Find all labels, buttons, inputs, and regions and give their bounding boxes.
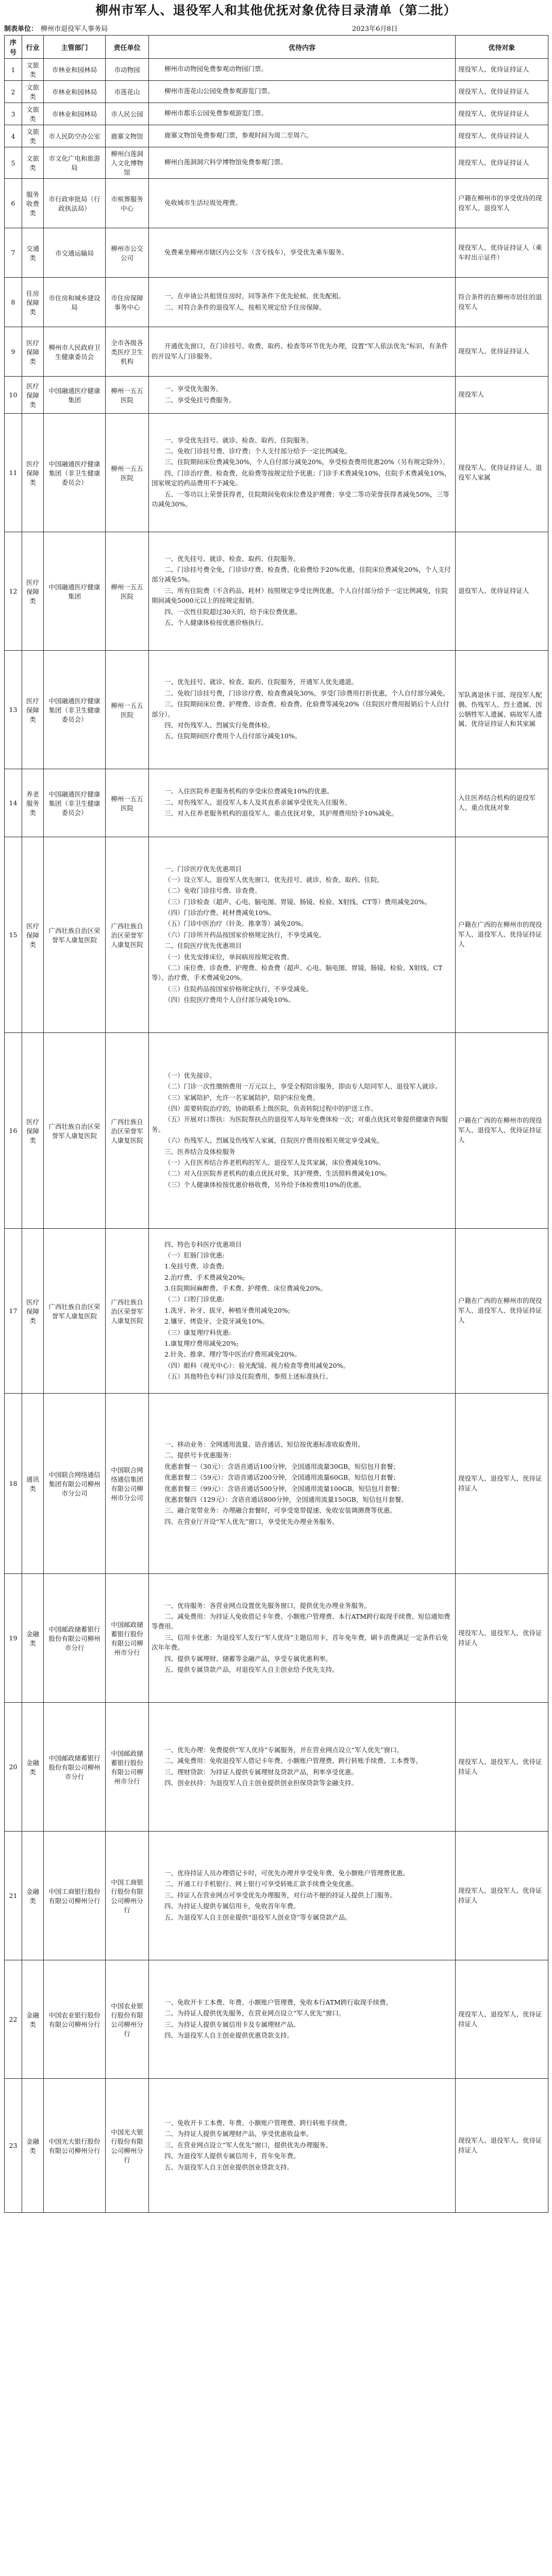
content-line: 3.住院期间麻醉费、手术费、护理费、床位费减免20%。 — [164, 1284, 327, 1293]
content-line: 2.针灸、推拿、理疗等中医治疗费用减免20%。 — [164, 1350, 301, 1359]
content-line: 四、对伤残军人、烈属实行免费体检。 — [164, 721, 274, 729]
row-dept: 广西壮族自治区荣誉军人康复医院 — [44, 1033, 106, 1229]
table-row — [5, 769, 548, 837]
row-dept: 市交通运输局 — [44, 228, 106, 278]
content-line: （一）优先接诊。 — [164, 1071, 216, 1079]
row-id: 12 — [5, 532, 22, 651]
content-line: 二、为持证人提供优先服务，在营业网点设立“军人优先”窗口。 — [164, 2009, 345, 2018]
row-content — [149, 1832, 456, 1960]
row-industry: 文旅类 — [22, 147, 44, 179]
content-line: （四）需要转院治疗的，协助联系上级医院，负责转院过程中的护送工作。 — [164, 1105, 377, 1113]
row-dept: 中国联合网络通信集团有限公司柳州市分公司 — [44, 1394, 106, 1574]
content-line: 二、对伤残军人、退役军人本人及其直系亲属享受优先入住服务。 — [164, 798, 352, 806]
content-line: 柳州白莲洞洞穴科学博物馆免费参观门票。 — [164, 158, 287, 166]
row-industry: 服务收费类 — [22, 179, 44, 228]
row-industry: 文旅类 — [22, 59, 44, 81]
content-line: 三、所有住院费（不含药品、耗材）按照规定享受比例优惠，个人自付部分给予一定比例减免，住院期间减免5000元以上的按规定报销。 — [152, 586, 448, 605]
content-line: 二、住院医疗优先优惠项目 — [164, 942, 242, 950]
row-id: 2 — [5, 81, 22, 103]
content-line: 二、门诊挂号费全免，门诊诊疗费、检查费、化验费给予20%优惠，住院床位费减免20%，个人支付部分减免5%。 — [152, 566, 451, 584]
content-line: 一、免收开卡工本费、年费、小额账户管理费，免收本行ATM跨行取现手续费。 — [164, 1998, 392, 2006]
row-content — [149, 1394, 456, 1574]
row-content — [149, 532, 456, 651]
row-id: 18 — [5, 1394, 22, 1574]
row-unit: 中国邮政储蓄银行股份有限公司柳州市分行 — [106, 1703, 149, 1832]
row-content — [149, 228, 456, 278]
row-unit: 广西壮族自治区荣誉军人康复医院 — [106, 837, 149, 1033]
content-line: （六）门诊所开药品按国家价格规定执行，不享受减免。 — [164, 930, 326, 939]
content-line: 一、免收开卡工本费、年费、小额账户管理费、跨行转账手续费。 — [164, 2119, 352, 2127]
row-id: 3 — [5, 103, 22, 125]
meta-row — [4, 21, 548, 35]
content-line: 二、减免费用：为持证人免收借记卡年费、小额账户管理费、本行ATM跨行取现手续费、短信通知费等费用。 — [152, 1613, 450, 1631]
row-dept: 市林业和园林局 — [44, 59, 106, 81]
row-object: 户籍在柳州市的享受优待的现役军人、退役军人 — [456, 179, 548, 228]
row-dept: 广西壮族自治区荣誉军人康复医院 — [44, 1229, 106, 1394]
row-id: 20 — [5, 1703, 22, 1832]
content-line: 优惠套餐二（59元）：含语音通话200分钟，全国通用流量60GB，短信包月套餐； — [164, 1473, 400, 1482]
row-content — [149, 1703, 456, 1832]
table-row — [5, 103, 548, 125]
content-line: 优惠套餐四（129元）：含语音通话800分钟，全国通用流量150GB，短信包月套餐。 — [164, 1495, 408, 1503]
content-line: 柳州市都乐公园免费参观游览门票。 — [164, 109, 268, 117]
row-content — [149, 414, 456, 532]
row-object: 现役军人、优待证持证人（乘车时出示证件） — [456, 228, 548, 278]
row-object: 户籍在广西的在柳州市的现役军人、退役军人、优待证持证人 — [456, 837, 548, 1033]
row-object: 退役军人、优待证持证人 — [456, 532, 548, 651]
row-id: 1 — [5, 59, 22, 81]
row-id: 22 — [5, 1960, 22, 2079]
content-line: 免收城市生活垃圾处理费。 — [164, 198, 242, 207]
content-line: 1.免挂号费、诊查费; — [164, 1262, 225, 1270]
content-line: 四、为退役军人自主创业提供优惠贷款支持。 — [164, 2031, 294, 2039]
content-line: 三、理财贷款：为持证人提供专属理财及贷款产品，利率享受优惠。 — [164, 1768, 358, 1776]
row-object: 现役军人、优待证持证人 — [456, 125, 548, 147]
row-unit: 中国工商银行股份有限公司柳州分行 — [106, 1832, 149, 1960]
table-row — [5, 377, 548, 414]
row-dept: 中国融通医疗健康集团 — [44, 532, 106, 651]
row-id: 8 — [5, 278, 22, 327]
row-industry: 住房保障类 — [22, 278, 44, 327]
content-line: 二、免收门诊挂号费，门诊诊疗费、检查费减免30%，享受门诊费用打折优惠，个人自付部分减免。 — [164, 689, 449, 697]
row-industry: 交通类 — [22, 228, 44, 278]
content-line: 二、享受免挂号费服务。 — [164, 396, 236, 404]
table-row — [5, 1229, 548, 1394]
row-id: 21 — [5, 1832, 22, 1960]
table-row — [5, 1960, 548, 2079]
content-line: 一、在申请公共租赁住房时，同等条件下优先轮候、优先配租。 — [164, 292, 345, 300]
content-line: （一）肛肠门诊优惠: — [164, 1251, 225, 1259]
table-row — [5, 651, 548, 769]
row-content — [149, 278, 456, 327]
content-line: 四、创业扶持：为退役军人自主创业提供创业担保贷款等金融支持。 — [164, 1778, 358, 1787]
row-id: 6 — [5, 179, 22, 228]
row-object: 现役军人、退役军人、优待证持证人 — [456, 2079, 548, 2213]
row-id: 15 — [5, 837, 22, 1033]
benefits-table — [4, 35, 548, 2213]
table-row — [5, 532, 548, 651]
row-id: 9 — [5, 327, 22, 377]
content-line: 柳州市动物园免费参观动物园门票。 — [164, 65, 268, 73]
header-cell: 优待对象 — [456, 36, 548, 59]
row-dept: 市林业和园林局 — [44, 81, 106, 103]
content-line: （五）其他特色专科门诊及住院费用，参照上述标准执行。 — [164, 1372, 332, 1381]
content-line: 五、为退役军人自主创业提供创业贷款支持。 — [164, 2163, 294, 2171]
row-industry: 通讯类 — [22, 1394, 44, 1574]
row-industry: 医疗保障类 — [22, 532, 44, 651]
content-line: （一）设立军人、退役军人优先窗口，优先挂号、就诊、检查、取药、住院。 — [164, 875, 384, 884]
row-industry: 金融类 — [22, 1960, 44, 2079]
row-id: 7 — [5, 228, 22, 278]
row-content — [149, 769, 456, 837]
row-object: 符合条件的在柳州市居住的退役军人 — [456, 278, 548, 327]
row-unit: 市人民公园 — [106, 103, 149, 125]
row-id: 16 — [5, 1033, 22, 1229]
row-industry: 文旅类 — [22, 81, 44, 103]
header-cell: 序号 — [5, 36, 22, 59]
row-dept: 中国融通医疗健康集团（非卫生健康委员会） — [44, 769, 106, 837]
content-line: 二、减免费用：免收退役军人借记卡年费、小额账户管理费、跨行转账手续费、工本费等。 — [164, 1757, 423, 1765]
row-content — [149, 377, 456, 414]
row-id: 17 — [5, 1229, 22, 1394]
row-content — [149, 651, 456, 769]
content-line: 优惠套餐三（99元）：含语音通话500分钟，全国通用流量100GB，短信包月套餐； — [164, 1484, 404, 1493]
content-line: 三、对入住养老服务机构的退役军人、重点优抚对象，其护理费用给予10%减免。 — [164, 809, 398, 818]
org-label: 制表单位： — [4, 25, 38, 33]
row-unit: 广西壮族自治区荣誉军人康复医院 — [106, 1033, 149, 1229]
content-line: 三、持证人在营业网点可享受优先办理服务，对行动不便的持证人提供上门服务。 — [164, 1891, 397, 1899]
content-line: 四、一次性住院超过30天的，给予床位费优惠。 — [164, 607, 302, 616]
table-row — [5, 1033, 548, 1229]
row-content — [149, 103, 456, 125]
table-row — [5, 59, 548, 81]
content-line: 三、医养结合及体检服务 — [164, 1147, 236, 1156]
content-line: （四）眼科（视光中心）：验光配镜、视力检查等费用减免20%。 — [164, 1361, 350, 1369]
content-line: 三、住院期间床位费减免30%，个人自付部分减免20%，享受检查费用优惠20%（另有规定除外）。 — [164, 458, 449, 466]
row-unit: 全市各级各类医疗卫生机构 — [106, 327, 149, 377]
content-line: （四）门诊治疗费、耗材费减免10%。 — [164, 909, 276, 917]
header-cell: 行业 — [22, 36, 44, 59]
content-line: 一、优先办理：免费提供“军人优待”专属服务，并在营业网点设立“军人优先”窗口。 — [164, 1745, 404, 1754]
table-row — [5, 1394, 548, 1574]
content-line: （一）优先安排床位，单间病房按规定收费。 — [164, 953, 294, 961]
table-row — [5, 81, 548, 103]
row-unit: 中国邮政储蓄银行股份有限公司柳州市分行 — [106, 1574, 149, 1703]
row-industry: 医疗保障类 — [22, 837, 44, 1033]
row-id: 5 — [5, 147, 22, 179]
row-id: 23 — [5, 2079, 22, 2213]
content-line: 一、享受优先服务。 — [164, 385, 223, 393]
content-line: 一、移动业务：全网通用流量、语音通话、短信按优惠标准收取费用。 — [164, 1440, 364, 1448]
content-line: 四、提供专属理财、储蓄等金融产品，享受专属优惠利率。 — [164, 1654, 332, 1663]
row-industry: 金融类 — [22, 1574, 44, 1703]
content-line: （四）住院医疗费用个人自付部分减免10%。 — [164, 996, 295, 1004]
content-line: 三、信用卡优惠：为退役军人发行“军人优待”主题信用卡，首年免年费，刷卡消费满足一定条件后免次年年费。 — [152, 1633, 448, 1652]
content-line: 五、为退役军人自主创业提供“退役军人创业贷”等专属贷款产品。 — [164, 1913, 352, 1921]
table-row — [5, 1832, 548, 1960]
content-line: （二）对入住医院养老机构的重点优抚对象，其护理费、生活照料费减免10%。 — [164, 1170, 392, 1178]
table-row — [5, 278, 548, 327]
row-id: 10 — [5, 377, 22, 414]
content-line: 一、享受优先挂号、就诊、检查、取药、住院服务。 — [164, 436, 313, 444]
content-line: 柳州市莲花山公园免费参观游览门票。 — [164, 87, 274, 95]
content-line: （五）开展对口帮扶：为医院帮扶点的退役军人每年免费体检一次；对重点优抚对象提供健康咨询服务。 — [152, 1115, 448, 1133]
table-row — [5, 228, 548, 278]
content-line: 优惠套餐一（30元）：含语音通话100分钟，全国通用流量30GB，短信包月套餐； — [164, 1462, 400, 1470]
content-line: （三）门诊检查（超声、心电、脑电图、胃镜、肠镜、检验、X射线、CT等）费用减免20%。 — [164, 897, 431, 906]
row-object: 军队离退休干部、现役军人配偶、伤残军人、烈士遗属、因公牺牲军人遗属、病故军人遗属、优待证持证人和其家属 — [456, 651, 548, 769]
content-line: （二）门诊一次性缴纳费用一万元以上，享受全程陪诊服务，即由专人陪同军人、退役军人就诊。 — [164, 1082, 442, 1091]
row-object: 入住医养结合机构的退役军人、重点优抚对象 — [456, 769, 548, 837]
table-row — [5, 327, 548, 377]
row-content — [149, 327, 456, 377]
row-dept: 市人民防空办公室 — [44, 125, 106, 147]
row-industry: 文旅类 — [22, 125, 44, 147]
row-content — [149, 125, 456, 147]
row-content — [149, 179, 456, 228]
table-header-row — [5, 36, 548, 59]
row-content — [149, 1033, 456, 1229]
content-line: 三、为持证人提供专属信用卡及专属理财产品。 — [164, 2020, 300, 2028]
page-title: 柳州市军人、退役军人和其他优抚对象优待目录清单（第二批） — [95, 3, 457, 18]
row-id: 11 — [5, 414, 22, 532]
row-dept: 中国融通医疗健康集团（非卫生健康委员会） — [44, 414, 106, 532]
row-content — [149, 1960, 456, 2079]
content-line: 五、住院期间医疗费用个人自付部分减免10%。 — [164, 732, 302, 740]
row-object: 现役军人、退役军人、优待证持证人 — [456, 1832, 548, 1960]
table-row — [5, 414, 548, 532]
row-unit: 柳州一五五医院 — [106, 377, 149, 414]
row-dept: 广西壮族自治区荣誉军人康复医院 — [44, 837, 106, 1033]
row-object: 现役军人、优待证持证人 — [456, 81, 548, 103]
row-unit: 柳州一五五医院 — [106, 414, 149, 532]
row-unit: 柳州一五五医院 — [106, 532, 149, 651]
row-object: 现役军人、优待证持证人 — [456, 103, 548, 125]
row-unit: 柳州一五五医院 — [106, 651, 149, 769]
header-cell: 责任单位 — [106, 36, 149, 59]
content-line: （五）门诊中医治疗（针灸、推拿等）减免20%。 — [164, 920, 308, 928]
row-id: 19 — [5, 1574, 22, 1703]
content-line: （三）个人健康体检按优惠价格收费，另外给予体检费用10%的优惠。 — [164, 1180, 366, 1189]
row-dept: 市林业和园林局 — [44, 103, 106, 125]
row-unit: 市殡葬服务中心 — [106, 179, 149, 228]
content-line: 1.康复理疗费用减免20%; — [164, 1339, 239, 1347]
row-dept: 柳州市人民政府卫生健康委员会 — [44, 327, 106, 377]
content-line: 三、融合宽带业务：办理融合套餐时，可享受宽带提速、免收安装调测费等优惠。 — [164, 1506, 397, 1515]
row-unit: 柳州一五五医院 — [106, 769, 149, 837]
row-dept: 市住房和城乡建设局 — [44, 278, 106, 327]
row-dept: 中国农业银行股份有限公司柳州分行 — [44, 1960, 106, 2079]
row-industry: 医疗保障类 — [22, 1229, 44, 1394]
content-line: 五、提供专属贷款产品，对退役军人自主创业给予优先支持。 — [164, 1665, 339, 1673]
content-line: 四、为持证人提供专属信用卡，免收首年年费。 — [164, 1902, 300, 1910]
content-line: 二、提供号卡优惠服务： — [164, 1451, 236, 1460]
content-line: 一、优先挂号、就诊、检查、取药、住院服务。 — [164, 554, 300, 563]
header-cell: 主管部门 — [44, 36, 106, 59]
content-line: 三、住院期间床位费、护理费、诊查费、检查费、化验费等减免20%（住院医疗费用报销后个人自付部分）。 — [152, 700, 449, 718]
content-line: 一、门诊医疗优先优惠项目 — [164, 865, 242, 873]
table-row — [5, 837, 548, 1033]
row-dept: 中国光大银行股份有限公司柳州分行 — [44, 2079, 106, 2213]
header-cell: 优待内容 — [149, 36, 456, 59]
content-line: 二、为持证人提供专属理财产品，享受优惠收益率。 — [164, 2130, 313, 2138]
row-unit: 市住房保障事务中心 — [106, 278, 149, 327]
content-line: 一、优先挂号、就诊、检查、取药、住院服务，开通军人优先通道。 — [164, 678, 358, 686]
content-line: 鹿寨文物馆免费参观门票，参观时间为周二至周六。 — [164, 131, 313, 140]
row-dept: 中国邮政储蓄银行股份有限公司柳州市分行 — [44, 1703, 106, 1832]
row-dept: 中国邮政储蓄银行股份有限公司柳州市分行 — [44, 1574, 106, 1703]
row-object: 现役军人 — [456, 377, 548, 414]
row-dept: 中国融通医疗健康集团 — [44, 377, 106, 414]
row-industry: 金融类 — [22, 1832, 44, 1960]
content-line: （六）伤残军人、烈属及伤残军人家属，住院医疗费用按相关规定享受减免。 — [164, 1137, 384, 1145]
row-unit: 市莲花山 — [106, 81, 149, 103]
row-industry: 金融类 — [22, 1703, 44, 1832]
content-line: 五、一等功以上荣誉获得者，住院期间免收床位费及护理费；享受二等功荣誉获得者减免50%，三等功减免30%。 — [152, 490, 449, 508]
row-object: 现役军人、退役军人、优待证持证人 — [456, 1960, 548, 2079]
table-row — [5, 125, 548, 147]
row-content — [149, 81, 456, 103]
content-line: 二、开通工行手机银行、网上银行可享受转账汇款手续费全免优惠。 — [164, 1880, 358, 1888]
content-line: 一、优待持证人员办理借记卡时，可优先办理并享受免年费、免小额账户管理费优惠。 — [164, 1869, 410, 1877]
content-line: （三）家属陪护，允许一名家属陪护，陪护床位免费。 — [164, 1093, 320, 1101]
content-line: 四、在营业厅开设“军人优先”窗口，享受优先办理业务服务。 — [164, 1517, 339, 1526]
content-line: （三）康复理疗科优惠: — [164, 1328, 231, 1336]
row-dept: 中国工商银行股份有限公司柳州分行 — [44, 1832, 106, 1960]
content-line: 二、对符合条件的退役军人，按相关规定给予住房保障。 — [164, 303, 326, 311]
table-body — [5, 59, 548, 2213]
row-id: 4 — [5, 125, 22, 147]
row-object: 现役军人、退役军人、优待证持证人 — [456, 1394, 548, 1574]
row-unit: 柳州白莲洞人文化博物馆 — [106, 147, 149, 179]
row-content — [149, 59, 456, 81]
row-industry: 文旅类 — [22, 103, 44, 125]
row-dept: 中国融通医疗健康集团（非卫生健康委员会） — [44, 651, 106, 769]
content-line: 二、免收门诊挂号费、诊疗费；个人支付部分给予一定比例减免。 — [164, 447, 352, 455]
content-line: 免费乘坐柳州市辖区内公交车（含专线车），享受优先乘车服务。 — [164, 248, 348, 256]
row-unit: 中国光大银行股份有限公司柳州分行 — [106, 2079, 149, 2213]
content-line: 三、在营业网点设立“军人优先”窗口，提供优先办理服务。 — [164, 2141, 332, 2149]
table-row — [5, 2079, 548, 2213]
row-unit: 市动物园 — [106, 59, 149, 81]
content-line: 四、门诊治疗费、检查费、化验费等按规定给予优惠；门诊手术费减免10%，住院手术费减免10%，国家规定的药品费用不予减免。 — [152, 469, 451, 487]
row-dept: 市行政审批局（行政执法局） — [44, 179, 106, 228]
row-content — [149, 2079, 456, 2213]
content-line: （二）免收门诊挂号费、诊查费。 — [164, 887, 261, 895]
row-object: 户籍在广西的在柳州市的现役军人、退役军人、优待证持证人 — [456, 1033, 548, 1229]
content-line: 2.镶牙、烤瓷牙、全瓷牙减免10%。 — [164, 1317, 269, 1326]
content-line: 四、为退役军人提供专属信用卡，首年免年费。 — [164, 2152, 300, 2160]
row-industry: 医疗保障类 — [22, 1033, 44, 1229]
row-unit: 广西壮族自治区荣誉军人康复医院 — [106, 1229, 149, 1394]
org-name: 柳州市退役军人事务局 — [41, 25, 108, 33]
content-line: 一、入住医院养老服务机构的享受床位费减免10%的优惠。 — [164, 787, 333, 795]
row-id: 13 — [5, 651, 22, 769]
row-object: 现役军人、退役军人、优待证持证人 — [456, 1574, 548, 1703]
row-content — [149, 147, 456, 179]
row-unit: 鹿寨文物馆 — [106, 125, 149, 147]
row-industry: 医疗保障类 — [22, 414, 44, 532]
row-unit: 中国联合网络通信集团有限公司柳州市分公司 — [106, 1394, 149, 1574]
row-industry: 养老服务类 — [22, 769, 44, 837]
row-object: 户籍在广西的在柳州市的现役军人、退役军人、优待证持证人 — [456, 1229, 548, 1394]
row-object: 现役军人、优待证持证人 — [456, 59, 548, 81]
row-industry: 医疗保障类 — [22, 377, 44, 414]
date: 2023年6月8日 — [352, 25, 398, 33]
row-object: 现役军人、优待证持证人 — [456, 327, 548, 377]
row-object: 现役军人、优待证持证人 — [456, 147, 548, 179]
table-row — [5, 147, 548, 179]
row-unit: 柳州市公交公司 — [106, 228, 149, 278]
content-line: （一）入住医养结合养老机构的军人、退役军人及其家属，床位费减免10%。 — [164, 1158, 385, 1166]
content-line: 1.洗牙、补牙、拔牙，种植牙费用减免20%; — [164, 1306, 290, 1314]
row-object: 现役军人、退役军人、优待证持证人 — [456, 1703, 548, 1832]
row-content — [149, 1229, 456, 1394]
row-content — [149, 837, 456, 1033]
content-line: 开通优先窗口，在门诊挂号、收费、取药、检查等环节优先办理，设置“军人依法优先”标识，有条件的开设军人门诊服务。 — [152, 342, 448, 360]
content-line: （二）口腔门诊优惠: — [164, 1295, 225, 1303]
table-row — [5, 1703, 548, 1832]
row-unit: 中国农业银行股份有限公司柳州分行 — [106, 1960, 149, 2079]
content-line: （三）住院药品按国家价格规定执行，不享受减免。 — [164, 985, 313, 993]
content-line: 2.治疗费、手术费减免20%; — [164, 1273, 245, 1281]
table-row — [5, 179, 548, 228]
content-line: 五、个人健康体检按优惠价格执行。 — [164, 618, 268, 626]
row-industry: 金融类 — [22, 2079, 44, 2213]
row-industry: 医疗保障类 — [22, 651, 44, 769]
row-object: 现役军人、优待证持证人、退役军人家属 — [456, 414, 548, 532]
content-line: （二）床位费、诊查费、护理费、检查费（超声、心电、脑电图、胃镜、肠镜、检验、X射线、CT等）、治疗费、手术费减免20%。 — [152, 963, 443, 982]
content-line: 一、优待服务：各营业网点设置优先服务窗口，提供优先办理业务服务。 — [164, 1601, 371, 1609]
content-line: 四、特色专科医疗优惠项目 — [164, 1240, 242, 1248]
row-dept: 市文化广电和旅游局 — [44, 147, 106, 179]
row-content — [149, 1574, 456, 1703]
row-industry: 医疗保障类 — [22, 327, 44, 377]
table-row — [5, 1574, 548, 1703]
row-id: 14 — [5, 769, 22, 837]
